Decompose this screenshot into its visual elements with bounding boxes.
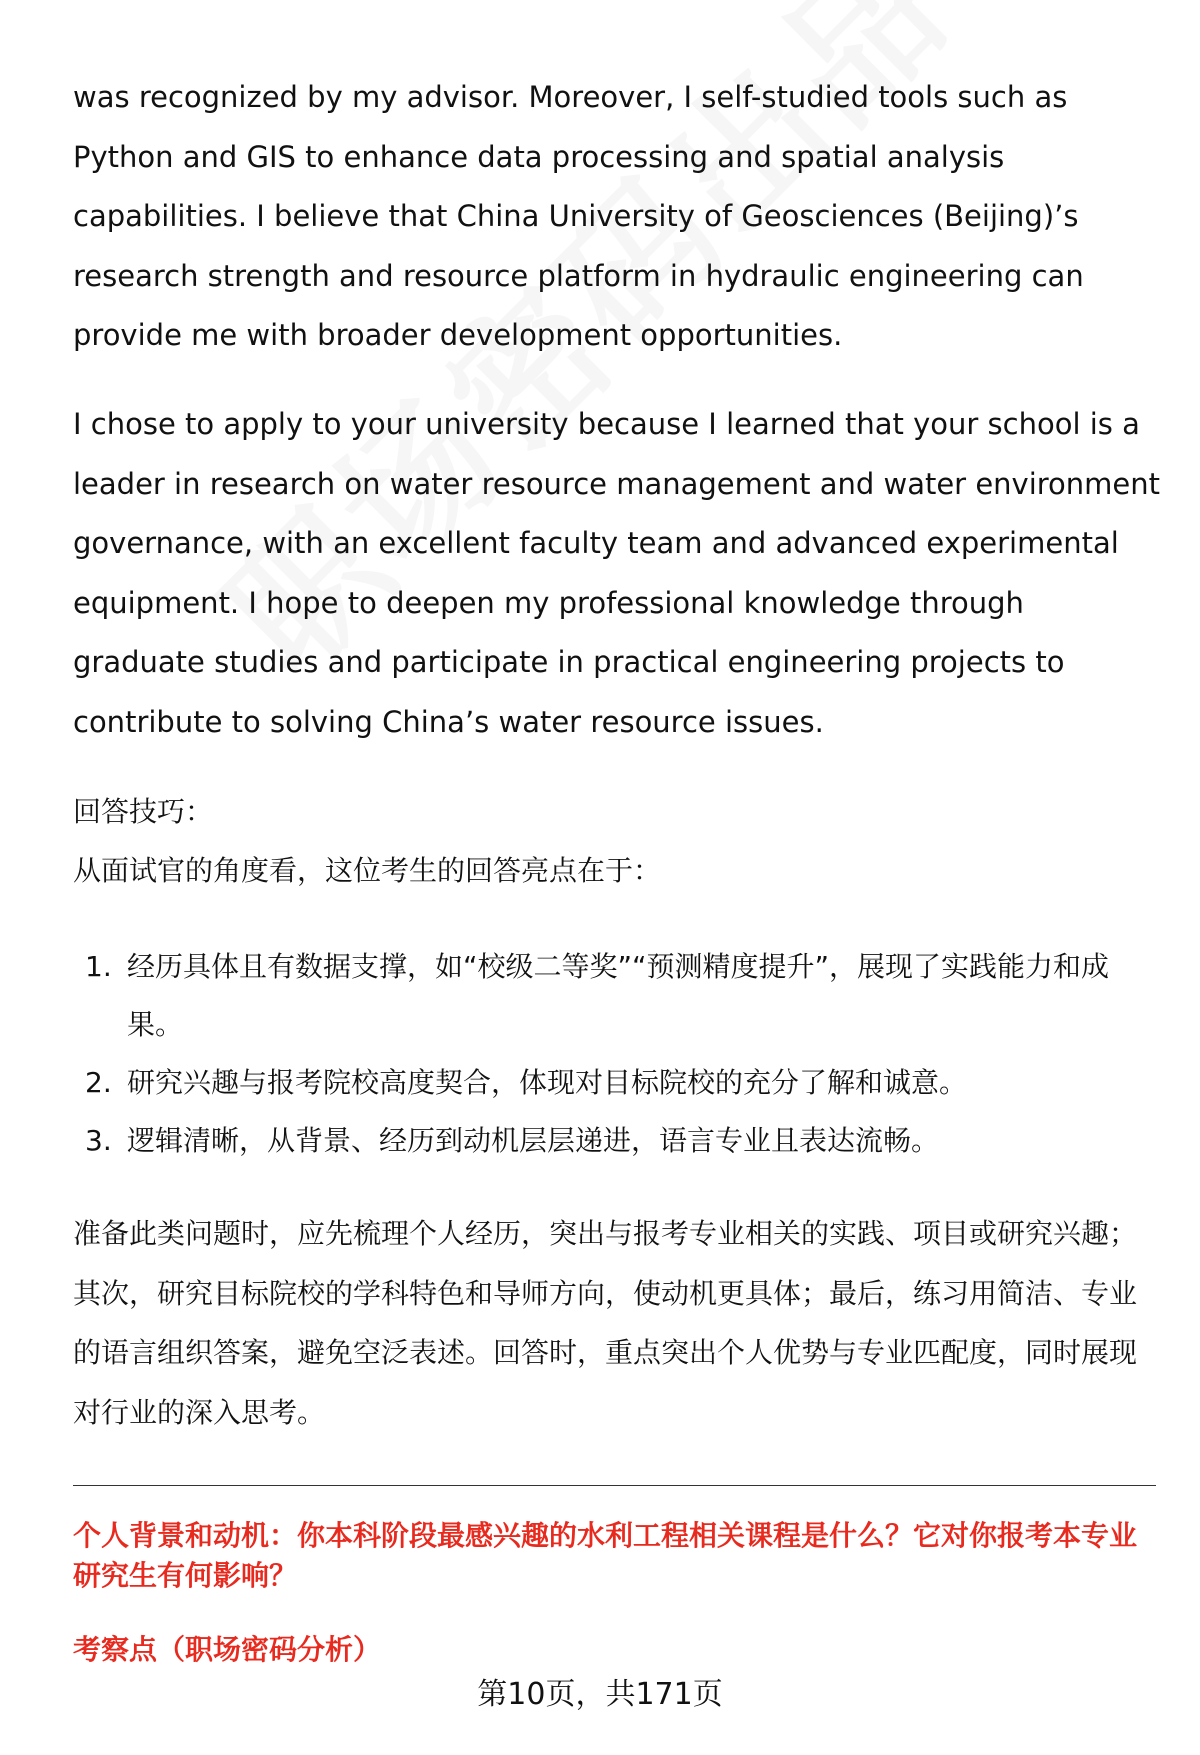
list-number: 2. [85, 1066, 112, 1099]
list-text: 研究兴趣与报考院校高度契合，体现对目标院校的充分了解和诚意。 [127, 1066, 968, 1099]
paragraph-en-2: I chose to apply to your university because I learned that your school is a leader in research on water resource management and water environment governance, with an excellent faculty team and advanced experimental equipment. I hope to deepen my professional knowledge through graduate studies and participate in practical engineering projects to contribute to solving China’s water resource issues. [73, 407, 1161, 739]
paragraph-en-1: was recognized by my advisor. Moreover, I self-studied tools such as Python and GIS to enhance data processing and spatial analysis capabilities. I believe that China University of Geosciences (Beijing)’s research strength and resource platform in hydraulic engineering can provide me with broader development opportunities. [73, 80, 1084, 352]
preparation-paragraph: 准备此类问题时，应先梳理个人经历，突出与报考专业相关的实践、项目或研究兴趣；其次，研究目标院校的学科特色和导师方向，使动机更具体；最后，练习用简洁、专业的语言组织答案，避免空泛表述。回答时，重点突出个人优势与专业匹配度，同时展现对行业的深入思考。 [73, 1217, 1138, 1429]
list-number: 1. [85, 950, 112, 983]
analysis-section-title: 考察点（职场密码分析） [73, 1633, 382, 1666]
question-heading: 个人背景和动机：你本科阶段最感兴趣的水利工程相关课程是什么？它对你报考本专业研究生有何影响？ [73, 1519, 1138, 1592]
list-text: 经历具体且有数据支撑，如“校级二等奖”“预测精度提升”，展现了实践能力和成果。 [127, 950, 1110, 1041]
list-number: 3. [85, 1124, 112, 1157]
page-footer: 第10页，共171页 [477, 1677, 723, 1712]
list-item [73, 938, 1158, 1054]
list-item [73, 1112, 1158, 1170]
section-divider [73, 1485, 1156, 1486]
list-item [73, 1054, 1158, 1112]
highlights-list [73, 938, 1158, 1170]
list-text: 逻辑清晰，从背景、经历到动机层层递进，语言专业且表达流畅。 [127, 1124, 940, 1157]
tips-intro: 从面试官的角度看，这位考生的回答亮点在于： [73, 854, 662, 887]
tips-label: 回答技巧： [73, 795, 214, 828]
